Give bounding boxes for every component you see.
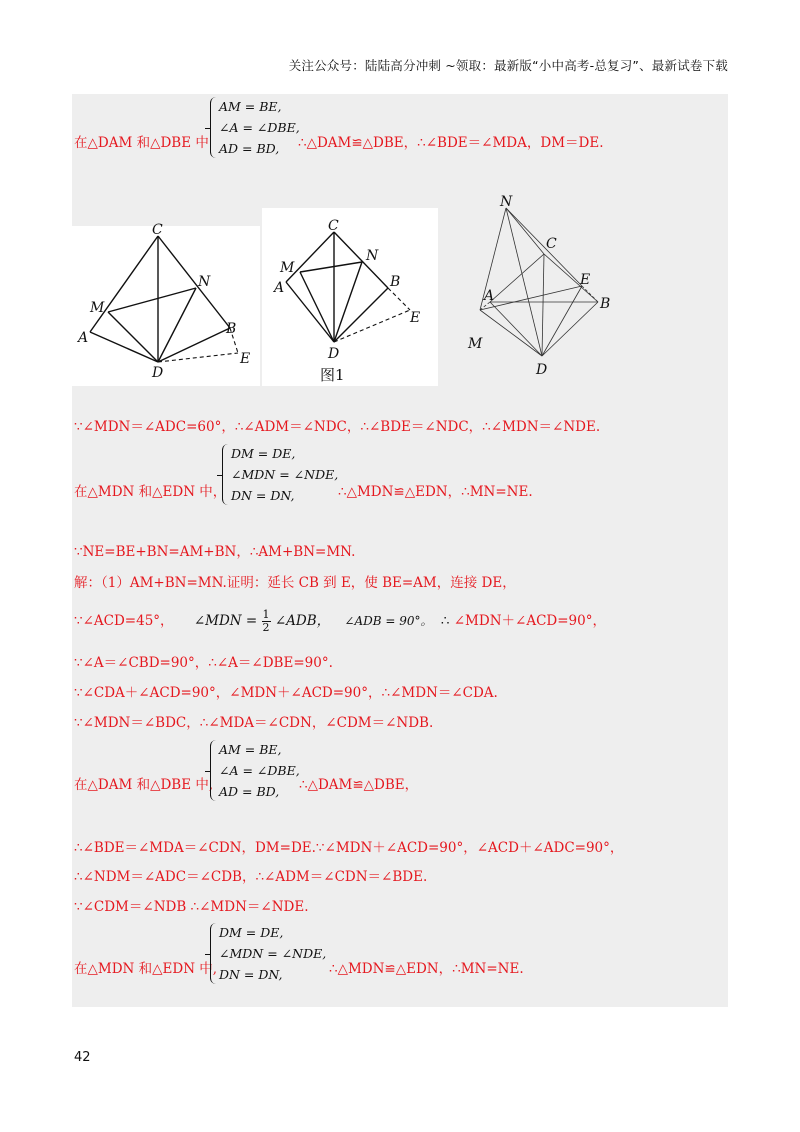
block1-conclusion: ∴△DAM≌△DBE，∴∠BDE＝∠MDA，DM＝DE. bbox=[298, 135, 604, 151]
block1-eq3: AD = BD, bbox=[219, 141, 280, 156]
block2-system bbox=[231, 443, 338, 506]
block1-prefix: 在△DAM 和△DBE 中 bbox=[74, 135, 209, 151]
fig1-label-d: D bbox=[152, 365, 164, 380]
block2-prefix: 在△MDN 和△EDN 中， bbox=[74, 484, 227, 500]
block4-prefix: 在△MDN 和△EDN 中, bbox=[74, 961, 218, 977]
block2-eq2: ∠MDN = ∠NDE, bbox=[231, 467, 339, 482]
proof-line-7: ∵∠CDA＋∠ACD=90°，∠MDN＋∠ACD=90°，∴∠MDN＝∠CDA. bbox=[74, 685, 498, 701]
fig3-label-b: B bbox=[600, 296, 611, 312]
block3-eq3: AD = BD, bbox=[219, 784, 280, 799]
proof-line-3: ∵NE=BE+BN=AM+BN，∴AM+BN=MN. bbox=[74, 544, 356, 560]
block4-eq3: DN = DN, bbox=[219, 967, 283, 982]
fig3-label-m: M bbox=[468, 336, 483, 352]
fig2-label-c: C bbox=[328, 218, 339, 234]
line5-part-b: ∠MDN = bbox=[193, 613, 258, 629]
block4-eq1: DM = DE, bbox=[219, 925, 284, 940]
block4-conclusion: ∴△MDN≌△EDN，∴MN=NE. bbox=[329, 961, 524, 977]
block3-system bbox=[219, 739, 300, 802]
line5-part-d: ∠ADB = 90°。 bbox=[344, 614, 433, 628]
fig2-caption: 图1 bbox=[320, 366, 345, 384]
block3-conclusion: ∴△DAM≌△DBE， bbox=[299, 777, 419, 793]
line5-part-a: ∵∠ACD=45°， bbox=[74, 613, 174, 629]
fig2-label-a: A bbox=[274, 280, 285, 296]
fig1-label-a: A bbox=[78, 330, 89, 346]
fig3-label-c: C bbox=[546, 236, 557, 252]
proof-line-4: 解：（1）AM+BN=MN.证明：延长 CB 到 E，使 BE=AM，连接 DE， bbox=[74, 575, 516, 591]
fig3-label-n: N bbox=[500, 194, 513, 210]
fig1-label-n: N bbox=[198, 274, 211, 290]
fig2-label-b: B bbox=[390, 274, 401, 290]
fig3-label-d: D bbox=[536, 362, 548, 378]
figure-1-diagram bbox=[72, 220, 262, 380]
proof-line-5 bbox=[74, 609, 606, 634]
proof-line-11: ∵∠CDM＝∠NDB ∴∠MDN＝∠NDE. bbox=[74, 899, 309, 915]
line5-part-f: ∠MDN＋∠ACD=90°， bbox=[453, 613, 606, 629]
page-number: 42 bbox=[74, 1050, 91, 1065]
line5-part-e: ∴ bbox=[440, 613, 450, 629]
fig3-label-e: E bbox=[580, 272, 591, 288]
fig2-label-n: N bbox=[366, 248, 379, 264]
page-header: 关注公众号：陆陆高分冲刺 ~领取：最新版“小中高考-总复习”、最新试卷下载 bbox=[288, 58, 728, 73]
fig1-label-c: C bbox=[152, 222, 163, 238]
fig3-label-a: A bbox=[484, 288, 495, 304]
block3-prefix: 在△DAM 和△DBE 中, bbox=[74, 777, 214, 793]
figure-3-diagram bbox=[462, 190, 622, 380]
block2-eq1: DM = DE, bbox=[231, 446, 296, 461]
line5-part-c: ∠ADB， bbox=[274, 613, 331, 629]
block2-eq3: DN = DN, bbox=[231, 488, 295, 503]
fig1-label-e: E bbox=[240, 351, 251, 367]
block4-eq2: ∠MDN = ∠NDE, bbox=[219, 946, 327, 961]
fig1-label-b: B bbox=[226, 321, 237, 337]
proof-line-10: ∴∠NDM＝∠ADC＝∠CDB，∴∠ADM＝∠CDN＝∠BDE. bbox=[74, 869, 428, 885]
fig1-label-m: M bbox=[90, 300, 105, 316]
block2-conclusion: ∴△MDN≌△EDN，∴MN=NE. bbox=[338, 484, 533, 500]
block1-system bbox=[219, 96, 300, 159]
proof-line-2: ∵∠MDN＝∠ADC=60°，∴∠ADM＝∠NDC，∴∠BDE＝∠NDC，∴∠MDN＝∠NDE. bbox=[74, 419, 601, 435]
proof-line-6: ∵∠A＝∠CBD=90°，∴∠A＝∠DBE=90°. bbox=[74, 655, 333, 671]
fig2-label-d: D bbox=[328, 346, 340, 362]
fig2-label-m: M bbox=[280, 260, 295, 276]
proof-line-9: ∴∠BDE＝∠MDA＝∠CDN，DM=DE.∵∠MDN＋∠ACD=90°，∠ACD＋∠ADC=90°， bbox=[74, 840, 624, 856]
line5-fraction: $\frac{1}{2}$ bbox=[262, 608, 270, 634]
block1-eq2: ∠A = ∠DBE, bbox=[219, 120, 300, 135]
block3-eq2: ∠A = ∠DBE, bbox=[219, 763, 300, 778]
block3-eq1: AM = BE, bbox=[219, 742, 282, 757]
block4-system bbox=[219, 922, 326, 985]
proof-line-8: ∵∠MDN＝∠BDC，∴∠MDA＝∠CDN，∠CDM＝∠NDB. bbox=[74, 715, 434, 731]
fig2-label-e: E bbox=[410, 310, 421, 326]
block1-eq1: AM = BE, bbox=[219, 99, 282, 114]
figure-2-diagram bbox=[262, 210, 440, 388]
